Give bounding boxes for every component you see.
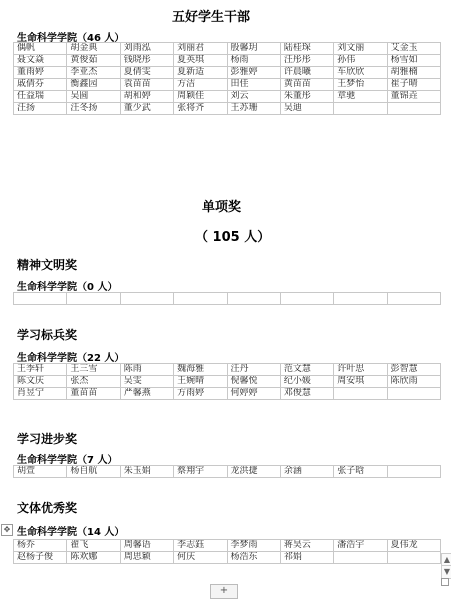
table-cell[interactable]: 董少武 (120, 103, 173, 115)
table-row (14, 552, 441, 564)
table-cell[interactable]: 蒋昊云 (280, 540, 333, 552)
table-cell[interactable]: 范文慧 (280, 364, 333, 376)
table-row (14, 91, 441, 103)
table-cell[interactable]: 龙洪捷 (227, 466, 280, 478)
table-cell[interactable]: 胡和婷 (120, 91, 173, 103)
table-cell[interactable]: 夏伟龙 (387, 540, 440, 552)
table-cell[interactable] (387, 388, 440, 400)
table-cell[interactable]: 汪丹 (227, 364, 280, 376)
table-cell[interactable]: 邓俊慧 (280, 388, 333, 400)
table-cell[interactable]: 黄俊茹 (67, 55, 120, 67)
table-cell[interactable] (387, 293, 440, 305)
table-cell[interactable]: 刘雨泓 (120, 43, 173, 55)
college-subtitle: 生命科学学院（46 人） (17, 33, 125, 44)
table-cell[interactable]: 赵杨子俊 (14, 552, 67, 564)
table-cell[interactable]: 王苏珊 (227, 103, 280, 115)
table-row (14, 540, 441, 552)
table-cell[interactable] (120, 293, 173, 305)
table-cell[interactable]: 车欣欣 (334, 67, 387, 79)
table-cell[interactable]: 胡金典 (67, 43, 120, 55)
table-cell[interactable]: 陈欢娜 (67, 552, 120, 564)
table-cell[interactable]: 翟飞 (67, 540, 120, 552)
table-cell[interactable]: 张杰 (67, 376, 120, 388)
table-cell[interactable]: 黄苗苗 (280, 79, 333, 91)
table-row (14, 388, 441, 400)
table-cell[interactable]: 何庆 (174, 552, 227, 564)
table-cell[interactable] (387, 103, 440, 115)
table-cell[interactable]: 张将齐 (174, 103, 227, 115)
table-cell[interactable]: 周安琪 (334, 376, 387, 388)
table-cell[interactable]: 杨乔 (14, 540, 67, 552)
table-cell[interactable]: 王婉晴 (174, 376, 227, 388)
table-cell[interactable]: 汪彤彤 (280, 55, 333, 67)
table-row (14, 364, 441, 376)
name-table-study-progress[interactable] (13, 465, 441, 478)
table-cell[interactable]: 朱玉娟 (120, 466, 173, 478)
table-cell[interactable] (387, 552, 440, 564)
section-title-study-model: 学习标兵奖 (17, 328, 78, 342)
table-cell[interactable]: 汪冬扬 (67, 103, 120, 115)
table-cell[interactable]: 殷馨玥 (227, 43, 280, 55)
name-table-spiritual[interactable] (13, 292, 441, 305)
table-cell[interactable]: 张子晗 (334, 466, 387, 478)
table-row (14, 43, 441, 55)
name-table-study-model[interactable] (13, 363, 441, 400)
table-row (14, 55, 441, 67)
table-cell[interactable]: 夏新适 (174, 67, 227, 79)
name-table-sports-arts[interactable] (13, 539, 441, 564)
table-cell[interactable]: 陈欣雨 (387, 376, 440, 388)
table-cell[interactable]: 周颖佳 (174, 91, 227, 103)
scroll-down-arrow-icon[interactable]: ▼ (441, 565, 451, 579)
table-cell[interactable] (227, 293, 280, 305)
table-cell[interactable]: 方洁 (174, 79, 227, 91)
table-cell[interactable]: 刘丽君 (174, 43, 227, 55)
section-title-sports-arts: 文体优秀奖 (17, 501, 78, 515)
section-title-study-progress: 学习进步奖 (17, 432, 78, 446)
table-cell[interactable]: 杨雪如 (387, 55, 440, 67)
table-cell[interactable] (14, 293, 67, 305)
table-cell[interactable]: 汪扬 (14, 103, 67, 115)
table-cell[interactable]: 董雨婷 (14, 67, 67, 79)
table-cell[interactable]: 魏海雅 (174, 364, 227, 376)
award-count: （ 105 人） (195, 230, 271, 245)
table-cell[interactable]: 崔子晴 (387, 79, 440, 91)
table-cell[interactable]: 朱董彤 (280, 91, 333, 103)
table-cell[interactable]: 许晨曦 (280, 67, 333, 79)
table-cell[interactable] (280, 293, 333, 305)
table-cell[interactable]: 任益瑞 (14, 91, 67, 103)
table-cell[interactable]: 陆桂琛 (280, 43, 333, 55)
table-cell[interactable]: 周思颖 (120, 552, 173, 564)
table-cell[interactable]: 杨浩东 (227, 552, 280, 564)
table-cell[interactable] (334, 388, 387, 400)
name-table-five-good[interactable] (13, 42, 441, 115)
section-title-five-good: 五好学生干部 (172, 10, 251, 25)
table-cell[interactable]: 蔡翔宇 (174, 466, 227, 478)
table-cell[interactable]: 许叶思 (334, 364, 387, 376)
college-subtitle: 生命科学学院（0 人） (17, 282, 118, 293)
table-cell[interactable]: 李志鈺 (174, 540, 227, 552)
table-cell[interactable] (174, 293, 227, 305)
table-cell[interactable]: 戚倩芬 (14, 79, 67, 91)
table-cell[interactable]: 吴圆 (67, 91, 120, 103)
table-cell[interactable]: 李梦雨 (227, 540, 280, 552)
table-cell[interactable]: 衡鑫园 (67, 79, 120, 91)
table-cell[interactable]: 陈雨 (120, 364, 173, 376)
table-cell[interactable]: 胡萱 (14, 466, 67, 478)
section-title-spiritual: 精神文明奖 (17, 258, 78, 272)
table-cell[interactable]: 周馨语 (120, 540, 173, 552)
table-cell[interactable]: 严馨燕 (120, 388, 173, 400)
table-row (14, 466, 441, 478)
table-cell[interactable]: 何婷婷 (227, 388, 280, 400)
table-cell[interactable]: 陈文庆 (14, 376, 67, 388)
table-cell[interactable] (387, 466, 440, 478)
table-cell[interactable]: 章驰 (334, 91, 387, 103)
table-cell[interactable]: 王梦怡 (334, 79, 387, 91)
table-cell[interactable]: 吴雯 (120, 376, 173, 388)
table-cell[interactable]: 董锦垚 (387, 91, 440, 103)
table-cell[interactable]: 祁娟 (280, 552, 333, 564)
table-row (14, 376, 441, 388)
table-row (14, 79, 441, 91)
table-cell[interactable]: 聂文焱 (14, 55, 67, 67)
table-cell[interactable]: 夏英琪 (174, 55, 227, 67)
table-cell[interactable]: 方雨婷 (174, 388, 227, 400)
table-cell[interactable]: 彭雅婷 (227, 67, 280, 79)
table-cell[interactable]: 杨自航 (67, 466, 120, 478)
college-subtitle: 生命科学学院（22 人） (17, 353, 125, 364)
table-cell[interactable]: 刘云 (227, 91, 280, 103)
table-cell[interactable]: 纪小媛 (280, 376, 333, 388)
table-cell[interactable]: 倪馨悦 (227, 376, 280, 388)
table-cell[interactable]: 李亚杰 (67, 67, 120, 79)
table-cell[interactable] (334, 552, 387, 564)
table-cell[interactable] (334, 103, 387, 115)
table-cell[interactable]: 吴迪 (280, 103, 333, 115)
table-cell[interactable]: 董苗苗 (67, 388, 120, 400)
table-cell[interactable]: 孙伟 (334, 55, 387, 67)
college-subtitle: 生命科学学院（14 人） (17, 527, 125, 538)
table-cell[interactable]: 余涵 (280, 466, 333, 478)
table-cell[interactable]: 杨雨 (227, 55, 280, 67)
table-cell[interactable]: 夏倩雯 (120, 67, 173, 79)
table-row (14, 67, 441, 79)
scroll-up-arrow-icon[interactable]: ▲ (441, 553, 451, 567)
table-resize-handle[interactable] (441, 578, 449, 586)
add-row-button[interactable]: + (210, 584, 238, 599)
table-move-handle-icon[interactable]: ✥ (1, 524, 13, 536)
section-title-single-award: 单项奖 (202, 200, 242, 215)
table-cell[interactable]: 王三雪 (67, 364, 120, 376)
table-cell[interactable]: 王季轩 (14, 364, 67, 376)
table-cell[interactable]: 潘浩宇 (334, 540, 387, 552)
table-cell[interactable]: 胡雅楠 (387, 67, 440, 79)
table-cell[interactable] (67, 293, 120, 305)
table-cell[interactable]: 钱晓彤 (120, 55, 173, 67)
table-cell[interactable]: 袁苗苗 (120, 79, 173, 91)
table-cell[interactable]: 艾金玉 (387, 43, 440, 55)
table-cell[interactable]: 肖昱宁 (14, 388, 67, 400)
table-cell[interactable]: 田佳 (227, 79, 280, 91)
table-cell[interactable]: 偶帆 (14, 43, 67, 55)
table-cell[interactable] (334, 293, 387, 305)
table-cell[interactable]: 彭智慧 (387, 364, 440, 376)
college-subtitle: 生命科学学院（7 人） (17, 455, 118, 466)
table-row (14, 293, 441, 305)
table-row (14, 103, 441, 115)
table-cell[interactable]: 刘文丽 (334, 43, 387, 55)
